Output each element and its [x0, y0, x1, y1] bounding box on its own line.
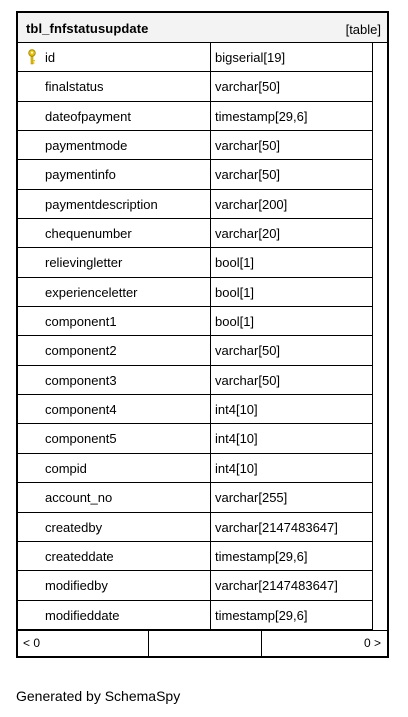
column-name-cell	[18, 483, 211, 511]
column-row	[18, 190, 372, 219]
column-row	[18, 131, 372, 160]
column-name: experienceletter	[45, 284, 138, 300]
footer-left-label: < 0	[23, 636, 41, 650]
column-name: component4	[45, 402, 117, 418]
column-type: int4[10]	[215, 460, 258, 476]
vertical-scrollbar[interactable]	[372, 43, 387, 630]
column-row	[18, 219, 372, 248]
column-name-cell	[18, 542, 211, 570]
column-type: int4[10]	[215, 431, 258, 447]
column-name-cell	[18, 131, 211, 159]
column-name-cell	[18, 395, 211, 423]
column-row	[18, 542, 372, 571]
column-row	[18, 278, 372, 307]
column-row	[18, 395, 372, 424]
column-type: varchar[50]	[215, 372, 281, 388]
column-row	[18, 366, 372, 395]
column-name: component5	[45, 431, 117, 447]
column-row	[18, 160, 372, 189]
column-type: varchar[2147483647]	[215, 519, 338, 535]
column-name: paymentdescription	[45, 196, 158, 212]
table-name: tbl_fnfstatusupdate	[26, 21, 149, 36]
column-name-cell	[18, 513, 211, 541]
column-name-cell	[18, 278, 211, 306]
column-name: component1	[45, 314, 117, 330]
column-name: account_no	[45, 490, 113, 506]
column-name-cell	[18, 219, 211, 247]
column-name-cell	[18, 454, 211, 482]
generated-by-credit: Generated by SchemaSpy	[16, 688, 181, 704]
column-name: component2	[45, 343, 117, 359]
column-type: bool[1]	[215, 314, 255, 330]
column-name-cell	[18, 366, 211, 394]
column-name: compid	[45, 460, 87, 476]
column-name-cell	[18, 601, 211, 629]
column-list-area	[18, 43, 387, 630]
column-type: timestamp[29,6]	[215, 607, 308, 623]
column-row	[18, 424, 372, 453]
column-name-cell	[18, 43, 211, 71]
column-name: id	[45, 50, 56, 65]
column-type: varchar[2147483647]	[215, 578, 338, 594]
column-row	[18, 102, 372, 131]
column-type: varchar[20]	[215, 226, 281, 242]
column-name-cell	[18, 336, 211, 364]
footer-divider	[261, 631, 262, 656]
column-row	[18, 454, 372, 483]
column-name: relievingletter	[45, 255, 123, 271]
column-name-cell	[18, 571, 211, 599]
column-name-cell	[18, 424, 211, 452]
table-box	[16, 11, 389, 658]
footer-divider	[148, 631, 149, 656]
column-name: component3	[45, 372, 117, 388]
column-type: varchar[50]	[215, 79, 281, 95]
table-footer	[18, 630, 387, 656]
column-name-cell	[18, 190, 211, 218]
column-name: paymentinfo	[45, 167, 116, 183]
table-header	[18, 13, 387, 43]
column-row	[18, 483, 372, 512]
column-name: modifiedby	[45, 578, 108, 594]
column-type: timestamp[29,6]	[215, 548, 308, 564]
column-rows	[18, 43, 372, 630]
column-type: bool[1]	[215, 284, 255, 300]
column-name-cell	[18, 102, 211, 130]
column-type: bool[1]	[215, 255, 255, 271]
column-name: finalstatus	[45, 79, 104, 95]
column-type: varchar[200]	[215, 196, 288, 212]
column-row	[18, 43, 372, 72]
column-name-cell	[18, 307, 211, 335]
column-row	[18, 601, 372, 630]
column-row	[18, 248, 372, 277]
column-name-cell	[18, 160, 211, 188]
column-row	[18, 336, 372, 365]
column-name-cell	[18, 72, 211, 100]
column-name: paymentmode	[45, 138, 128, 154]
key-icon	[27, 49, 37, 65]
column-type: bigserial[19]	[215, 50, 286, 65]
column-name: chequenumber	[45, 226, 132, 242]
column-name: createdby	[45, 519, 103, 535]
column-row	[18, 72, 372, 101]
column-row	[18, 307, 372, 336]
column-type: int4[10]	[215, 402, 258, 418]
table-type-label: [table]	[345, 22, 381, 37]
column-type: timestamp[29,6]	[215, 108, 308, 124]
column-type: varchar[255]	[215, 490, 288, 506]
column-row	[18, 513, 372, 542]
column-type: varchar[50]	[215, 138, 281, 154]
column-type: varchar[50]	[215, 167, 281, 183]
column-name: createddate	[45, 548, 114, 564]
column-name: modifieddate	[45, 607, 120, 623]
footer-right-label: 0 >	[363, 636, 381, 650]
column-type: varchar[50]	[215, 343, 281, 359]
column-name: dateofpayment	[45, 108, 132, 124]
column-name-cell	[18, 248, 211, 276]
column-row	[18, 571, 372, 600]
